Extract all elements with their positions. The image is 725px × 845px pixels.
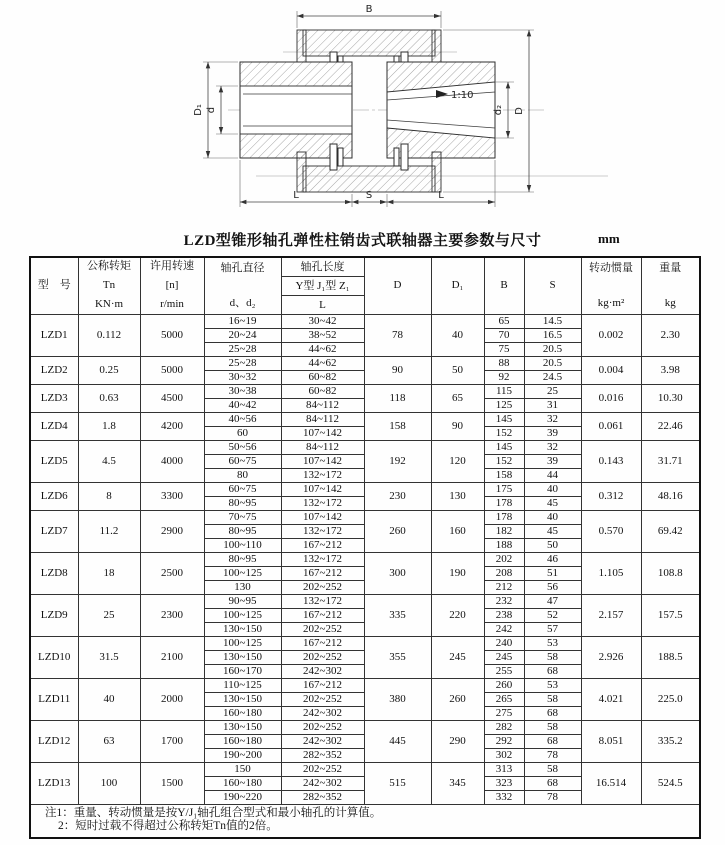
D1-cell: 160	[431, 511, 484, 553]
D-cell: 515	[364, 763, 431, 805]
S-cell: 24.5	[524, 371, 581, 385]
table-row	[30, 721, 700, 735]
D-cell: 380	[364, 679, 431, 721]
weight-cell: 335.2	[641, 721, 700, 763]
weight-cell: 69.42	[641, 511, 700, 553]
model-cell: LZD8	[30, 553, 78, 595]
D1-cell: 90	[431, 413, 484, 441]
inertia-cell: 0.002	[581, 315, 641, 357]
model-cell: LZD6	[30, 483, 78, 511]
bore-diameter-cell: 160~180	[204, 707, 281, 721]
header-inertia: 转动惯量 kg·m²	[581, 257, 641, 315]
inertia-cell: 8.051	[581, 721, 641, 763]
inertia-cell: 1.105	[581, 553, 641, 595]
model-cell: LZD13	[30, 763, 78, 805]
D1-cell: 65	[431, 385, 484, 413]
elastic-pin	[330, 144, 337, 170]
inertia-cell: 2.157	[581, 595, 641, 637]
S-cell: 14.5	[524, 315, 581, 329]
model-cell: LZD3	[30, 385, 78, 413]
B-cell: 208	[484, 567, 524, 581]
B-cell: 188	[484, 539, 524, 553]
speed-cell: 5000	[140, 315, 204, 357]
B-cell: 88	[484, 357, 524, 371]
B-cell: 282	[484, 721, 524, 735]
bore-length-cell: 132~172	[281, 525, 364, 539]
weight-cell: 108.8	[641, 553, 700, 595]
model-cell: LZD11	[30, 679, 78, 721]
S-cell: 53	[524, 637, 581, 651]
speed-cell: 3300	[140, 483, 204, 511]
torque-cell: 63	[78, 721, 140, 763]
D-cell: 90	[364, 357, 431, 385]
torque-cell: 1.8	[78, 413, 140, 441]
model-cell: LZD12	[30, 721, 78, 763]
B-cell: 245	[484, 651, 524, 665]
bore-diameter-cell: 160~180	[204, 735, 281, 749]
B-cell: 145	[484, 441, 524, 455]
bore-length-cell: 84~112	[281, 441, 364, 455]
model-cell: LZD2	[30, 357, 78, 385]
table-notes	[30, 805, 700, 839]
weight-cell: 3.98	[641, 357, 700, 385]
bore-diameter-cell: 150	[204, 763, 281, 777]
table-row	[30, 357, 700, 371]
S-cell: 68	[524, 707, 581, 721]
weight-cell: 22.46	[641, 413, 700, 441]
B-cell: 313	[484, 763, 524, 777]
S-cell: 68	[524, 665, 581, 679]
table-body	[30, 315, 700, 805]
S-cell: 57	[524, 623, 581, 637]
model-cell: LZD4	[30, 413, 78, 441]
B-cell: 292	[484, 735, 524, 749]
bore-diameter-cell: 130~150	[204, 623, 281, 637]
speed-cell: 1500	[140, 763, 204, 805]
model-cell: LZD1	[30, 315, 78, 357]
header-torque: 公称转矩 Tn KN·m	[78, 257, 140, 315]
bore-diameter-cell: 80~95	[204, 553, 281, 567]
bore-diameter-cell: 30~32	[204, 371, 281, 385]
bore-diameter-cell: 160~170	[204, 665, 281, 679]
B-cell: 75	[484, 343, 524, 357]
note-line: 注1：重量、转动惯量是按Y/J₁轴孔组合型式和最小轴孔的计算值。	[45, 807, 382, 819]
bore-length-cell: 242~302	[281, 777, 364, 791]
bore-length-cell: 242~302	[281, 707, 364, 721]
table-wrapper	[29, 256, 701, 839]
header-S: S	[524, 257, 581, 315]
inertia-cell: 0.004	[581, 357, 641, 385]
B-cell: 175	[484, 483, 524, 497]
D-cell: 335	[364, 595, 431, 637]
bore-diameter-cell: 130~150	[204, 651, 281, 665]
B-cell: 260	[484, 679, 524, 693]
dim-D-label: D	[514, 107, 525, 115]
taper-label: 1:10	[451, 90, 474, 101]
speed-cell: 2300	[140, 595, 204, 637]
dim-L-left-label: L	[293, 190, 299, 201]
model-cell: LZD9	[30, 595, 78, 637]
speed-cell: 2900	[140, 511, 204, 553]
torque-cell: 0.25	[78, 357, 140, 385]
bore-length-cell: 282~352	[281, 791, 364, 805]
weight-cell: 524.5	[641, 763, 700, 805]
bore-length-cell: 242~302	[281, 735, 364, 749]
S-cell: 40	[524, 483, 581, 497]
B-cell: 115	[484, 385, 524, 399]
bore-diameter-cell: 80~95	[204, 497, 281, 511]
speed-cell: 4000	[140, 441, 204, 483]
S-cell: 44	[524, 469, 581, 483]
header-weight: 重量 kg	[641, 257, 700, 315]
S-cell: 31	[524, 399, 581, 413]
D-cell: 192	[364, 441, 431, 483]
D-cell: 78	[364, 315, 431, 357]
B-cell: 92	[484, 371, 524, 385]
B-cell: 202	[484, 553, 524, 567]
torque-cell: 8	[78, 483, 140, 511]
weight-cell: 31.71	[641, 441, 700, 483]
bore-length-cell: 202~252	[281, 763, 364, 777]
S-cell: 68	[524, 777, 581, 791]
B-cell: 158	[484, 469, 524, 483]
D-cell: 355	[364, 637, 431, 679]
B-cell: 240	[484, 637, 524, 651]
table-row	[30, 441, 700, 455]
D-cell: 230	[364, 483, 431, 511]
table-row	[30, 637, 700, 651]
bore-diameter-cell: 70~75	[204, 511, 281, 525]
B-cell: 275	[484, 707, 524, 721]
bore-diameter-cell: 130~150	[204, 693, 281, 707]
bore-length-cell: 132~172	[281, 595, 364, 609]
header-B: B	[484, 257, 524, 315]
bore-length-cell: 30~42	[281, 315, 364, 329]
header-D: D	[364, 257, 431, 315]
page-title: LZD型锥形轴孔弹性柱销齿式联轴器主要参数与尺寸	[183, 233, 542, 249]
coupling-drawing	[0, 0, 725, 228]
dim-B-label: B	[365, 4, 373, 15]
bore-length-cell: 167~212	[281, 539, 364, 553]
S-cell: 47	[524, 595, 581, 609]
params-table	[29, 256, 701, 839]
S-cell: 39	[524, 427, 581, 441]
bore-length-cell: 107~142	[281, 455, 364, 469]
table-header	[30, 257, 700, 315]
B-cell: 70	[484, 329, 524, 343]
speed-cell: 1700	[140, 721, 204, 763]
B-cell: 152	[484, 455, 524, 469]
notes-row	[30, 805, 700, 839]
B-cell: 125	[484, 399, 524, 413]
table-row	[30, 595, 700, 609]
bore-length-cell: 167~212	[281, 567, 364, 581]
S-cell: 20.5	[524, 343, 581, 357]
S-cell: 56	[524, 581, 581, 595]
bore-length-cell: 167~212	[281, 637, 364, 651]
bore-diameter-cell: 110~125	[204, 679, 281, 693]
S-cell: 16.5	[524, 329, 581, 343]
torque-cell: 18	[78, 553, 140, 595]
bore-diameter-cell: 40~56	[204, 413, 281, 427]
B-cell: 65	[484, 315, 524, 329]
bore-length-cell: 84~112	[281, 413, 364, 427]
S-cell: 78	[524, 791, 581, 805]
D1-cell: 40	[431, 315, 484, 357]
bore-length-cell: 107~142	[281, 511, 364, 525]
torque-cell: 0.63	[78, 385, 140, 413]
inertia-cell: 2.926	[581, 637, 641, 679]
weight-cell: 10.30	[641, 385, 700, 413]
speed-cell: 2000	[140, 679, 204, 721]
D-cell: 260	[364, 511, 431, 553]
bore-diameter-cell: 190~200	[204, 749, 281, 763]
elastic-pin	[401, 144, 408, 170]
bore-length-cell: 60~82	[281, 385, 364, 399]
table-row	[30, 315, 700, 329]
bore-diameter-cell: 60~75	[204, 455, 281, 469]
inertia-cell: 0.061	[581, 413, 641, 441]
weight-cell: 225.0	[641, 679, 700, 721]
B-cell: 178	[484, 497, 524, 511]
S-cell: 58	[524, 763, 581, 777]
bore-diameter-cell: 130~150	[204, 721, 281, 735]
S-cell: 68	[524, 735, 581, 749]
S-cell: 40	[524, 511, 581, 525]
bore-diameter-cell: 160~180	[204, 777, 281, 791]
bore-diameter-cell: 80~95	[204, 525, 281, 539]
unit-label: mm	[598, 231, 620, 246]
torque-cell: 4.5	[78, 441, 140, 483]
S-cell: 39	[524, 455, 581, 469]
B-cell: 323	[484, 777, 524, 791]
weight-cell: 157.5	[641, 595, 700, 637]
D1-cell: 260	[431, 679, 484, 721]
S-cell: 53	[524, 679, 581, 693]
bore-length-cell: 202~252	[281, 721, 364, 735]
weight-cell: 2.30	[641, 315, 700, 357]
speed-cell: 4200	[140, 413, 204, 441]
bore-length-cell: 107~142	[281, 427, 364, 441]
B-cell: 178	[484, 511, 524, 525]
D1-cell: 130	[431, 483, 484, 511]
bore-diameter-cell: 50~56	[204, 441, 281, 455]
bore-length-cell: 282~352	[281, 749, 364, 763]
D-cell: 118	[364, 385, 431, 413]
S-cell: 45	[524, 497, 581, 511]
S-cell: 52	[524, 609, 581, 623]
bore-diameter-cell: 60	[204, 427, 281, 441]
D1-cell: 345	[431, 763, 484, 805]
model-cell: LZD5	[30, 441, 78, 483]
D1-cell: 50	[431, 357, 484, 385]
bore-length-cell: 38~52	[281, 329, 364, 343]
B-cell: 238	[484, 609, 524, 623]
bore-diameter-cell: 16~19	[204, 315, 281, 329]
inertia-cell: 16.514	[581, 763, 641, 805]
D1-cell: 245	[431, 637, 484, 679]
table-row	[30, 553, 700, 567]
table-row	[30, 385, 700, 399]
bore-diameter-cell: 30~38	[204, 385, 281, 399]
bore-length-cell: 132~172	[281, 553, 364, 567]
bore-diameter-cell: 130	[204, 581, 281, 595]
bore-diameter-cell: 100~125	[204, 637, 281, 651]
dim-B	[297, 4, 441, 28]
S-cell: 45	[524, 525, 581, 539]
dim-D1-label: D₁	[193, 104, 204, 116]
D-cell: 445	[364, 721, 431, 763]
S-cell: 50	[524, 539, 581, 553]
bore-length-cell: 202~252	[281, 693, 364, 707]
bore-diameter-cell: 190~220	[204, 791, 281, 805]
dim-d-label: d	[206, 106, 217, 114]
weight-cell: 48.16	[641, 483, 700, 511]
bore-length-cell: 202~252	[281, 651, 364, 665]
bore-diameter-cell: 60~75	[204, 483, 281, 497]
torque-cell: 31.5	[78, 637, 140, 679]
torque-cell: 0.112	[78, 315, 140, 357]
D1-cell: 120	[431, 441, 484, 483]
table-row	[30, 511, 700, 525]
header-speed: 许用转速 [n] r/min	[140, 257, 204, 315]
B-cell: 242	[484, 623, 524, 637]
weight-cell: 188.5	[641, 637, 700, 679]
bore-diameter-cell: 100~125	[204, 567, 281, 581]
S-cell: 58	[524, 693, 581, 707]
speed-cell: 2100	[140, 637, 204, 679]
D1-cell: 190	[431, 553, 484, 595]
speed-cell: 2500	[140, 553, 204, 595]
dim-d2-label: d₂	[493, 104, 504, 116]
speed-cell: 5000	[140, 357, 204, 385]
inertia-cell: 0.570	[581, 511, 641, 553]
bore-length-cell: 132~172	[281, 497, 364, 511]
torque-cell: 25	[78, 595, 140, 637]
S-cell: 25	[524, 385, 581, 399]
model-cell: LZD7	[30, 511, 78, 553]
B-cell: 182	[484, 525, 524, 539]
torque-cell: 40	[78, 679, 140, 721]
S-cell: 58	[524, 651, 581, 665]
B-cell: 152	[484, 427, 524, 441]
bore-length-cell: 44~62	[281, 357, 364, 371]
dim-S	[352, 190, 387, 207]
header-bore-diameter: 轴孔直径 d、d₂	[204, 257, 281, 315]
bore-diameter-cell: 20~24	[204, 329, 281, 343]
dim-L-right-label: L	[438, 190, 444, 201]
bore-diameter-cell: 100~125	[204, 609, 281, 623]
inertia-cell: 0.143	[581, 441, 641, 483]
B-cell: 332	[484, 791, 524, 805]
bore-length-cell: 202~252	[281, 623, 364, 637]
bore-diameter-cell: 90~95	[204, 595, 281, 609]
B-cell: 302	[484, 749, 524, 763]
header-D1: D₁	[431, 257, 484, 315]
inertia-cell: 0.312	[581, 483, 641, 511]
bore-diameter-cell: 80	[204, 469, 281, 483]
S-cell: 20.5	[524, 357, 581, 371]
S-cell: 46	[524, 553, 581, 567]
table-row	[30, 679, 700, 693]
B-cell: 212	[484, 581, 524, 595]
D1-cell: 220	[431, 595, 484, 637]
header-bore-length: 轴孔长度 Y型 J₁型 Z₁ L	[281, 257, 364, 315]
bore-length-cell: 132~172	[281, 469, 364, 483]
model-cell: LZD10	[30, 637, 78, 679]
bore-diameter-cell: 40~42	[204, 399, 281, 413]
S-cell: 32	[524, 441, 581, 455]
note-line: 2：短时过载不得超过公称转矩Tn值的2倍。	[58, 820, 278, 832]
bore-diameter-cell: 25~28	[204, 357, 281, 371]
bore-length-cell: 202~252	[281, 581, 364, 595]
table-row	[30, 483, 700, 497]
title-row	[0, 229, 725, 250]
S-cell: 51	[524, 567, 581, 581]
torque-cell: 100	[78, 763, 140, 805]
bore-length-cell: 167~212	[281, 679, 364, 693]
S-cell: 58	[524, 721, 581, 735]
bore-diameter-cell: 100~110	[204, 539, 281, 553]
bore-length-cell: 242~302	[281, 665, 364, 679]
bore-length-cell: 84~112	[281, 399, 364, 413]
D-cell: 300	[364, 553, 431, 595]
D-cell: 158	[364, 413, 431, 441]
table-row	[30, 413, 700, 427]
B-cell: 265	[484, 693, 524, 707]
B-cell: 255	[484, 665, 524, 679]
header-model: 型 号	[30, 257, 78, 315]
inertia-cell: 4.021	[581, 679, 641, 721]
B-cell: 232	[484, 595, 524, 609]
table-row	[30, 763, 700, 777]
S-cell: 32	[524, 413, 581, 427]
D1-cell: 290	[431, 721, 484, 763]
inertia-cell: 0.016	[581, 385, 641, 413]
bore-diameter-cell: 25~28	[204, 343, 281, 357]
speed-cell: 4500	[140, 385, 204, 413]
bore-length-cell: 44~62	[281, 343, 364, 357]
bore-length-cell: 167~212	[281, 609, 364, 623]
bore-length-cell: 60~82	[281, 371, 364, 385]
B-cell: 145	[484, 413, 524, 427]
dim-S-label: S	[365, 190, 373, 201]
S-cell: 78	[524, 749, 581, 763]
bore-length-cell: 107~142	[281, 483, 364, 497]
torque-cell: 11.2	[78, 511, 140, 553]
